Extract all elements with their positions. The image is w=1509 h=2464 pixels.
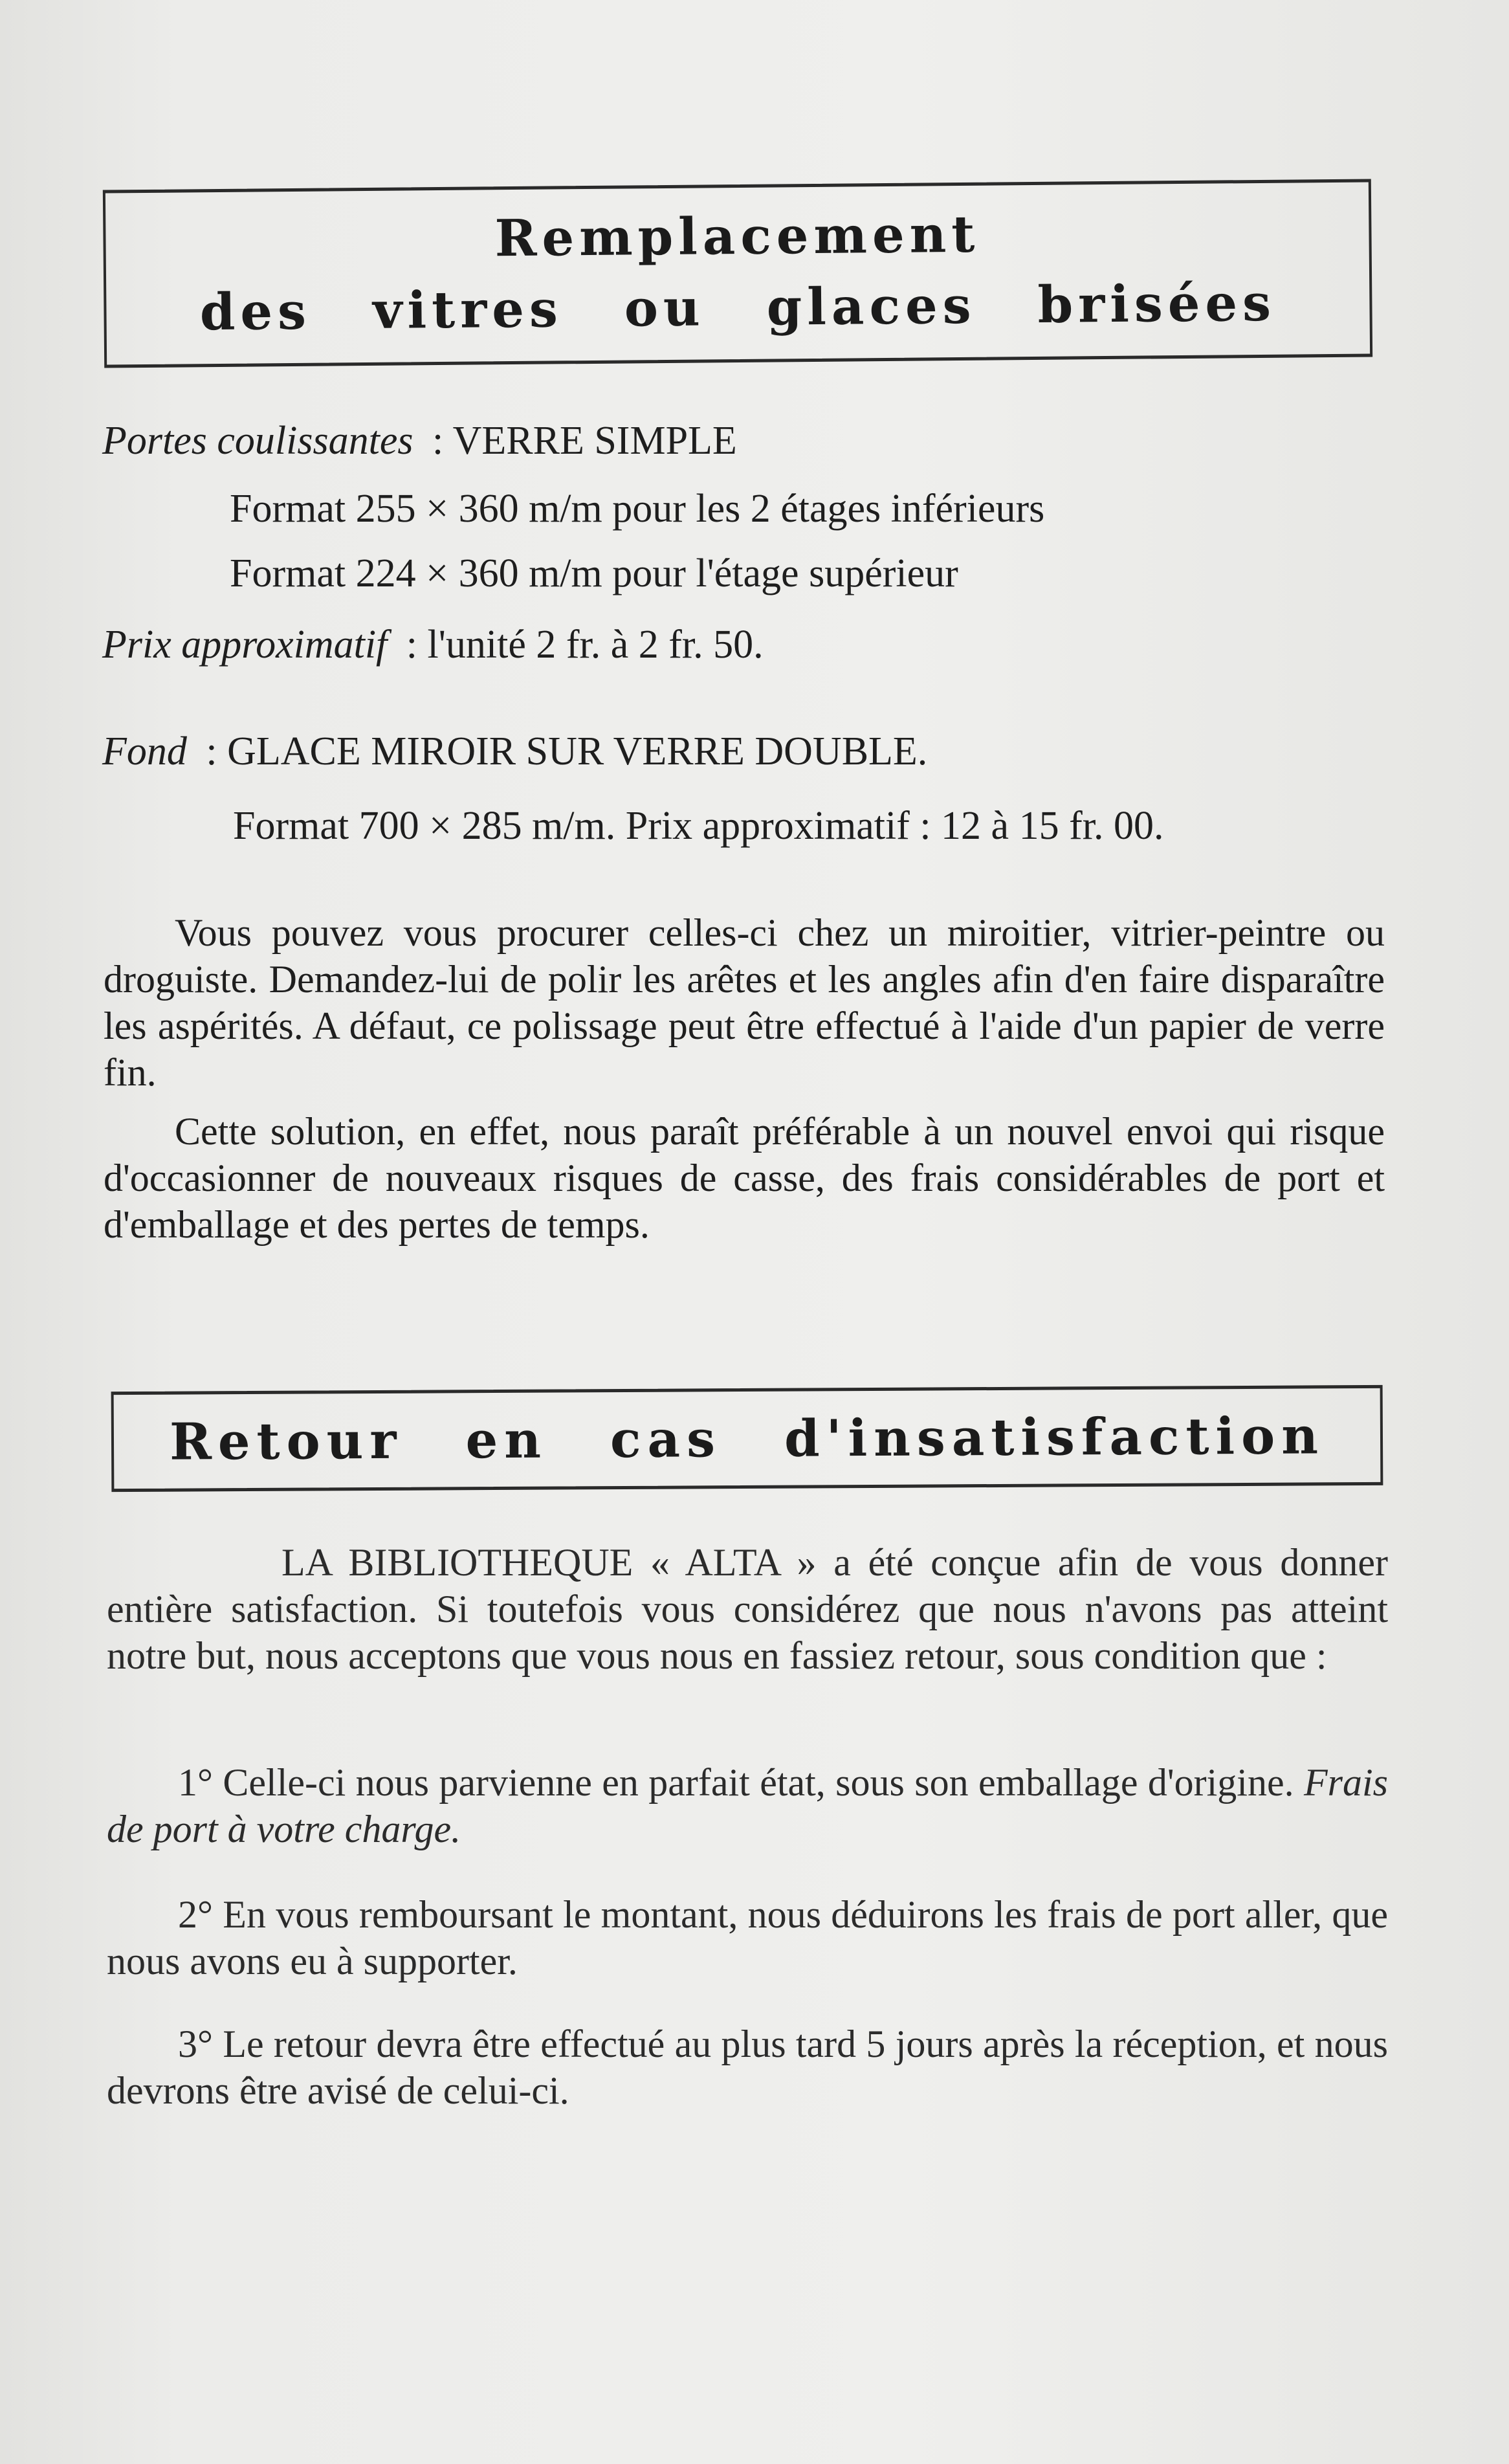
section-title-line1: Remplacement xyxy=(494,205,980,269)
condition-text-3: Le retour devra être effectué au plus tard 5 jours après la réception, et nous devrons être avisé de celui-ci. xyxy=(107,2023,1388,2112)
condition-number-1: 1° xyxy=(178,1761,213,1804)
paragraph-solution xyxy=(104,1108,1385,1248)
paragraph-vitrier xyxy=(104,909,1385,1096)
fond-value: : GLACE MIROIR SUR VERRE DOUBLE. xyxy=(206,729,928,773)
condition-item-2 xyxy=(107,1891,1388,1984)
section-title-return: Retour en cas d'insatisfaction xyxy=(169,1406,1325,1472)
paragraph-intro xyxy=(107,1539,1388,1679)
portes-value: : VERRE SIMPLE xyxy=(432,419,737,463)
prix-line xyxy=(102,625,764,665)
format-line-2: Format 224 × 360 m/m pour l'étage supérieur xyxy=(230,551,958,595)
condition-text-2: En vous remboursant le montant, nous déduirons les frais de port aller, que nous avons eu à supporter. xyxy=(107,1893,1389,1982)
condition-number-3: 3° xyxy=(178,2023,213,2065)
portes-label: Portes coulissantes xyxy=(102,419,413,463)
condition-item-1 xyxy=(107,1759,1388,1852)
paragraph-vitrier-text: Vous pouvez vous procurer celles-ci chez un miroitier, vitrier-peintre ou droguiste. Demandez-lui de polir les arêtes et les angles afin d'en faire disparaître les aspérités. A défaut, ce polissage peut être effectué à l'aide d'un papier de verre fin. xyxy=(104,911,1385,1094)
condition-italic-1: Frais de port à votre charge. xyxy=(107,1761,1389,1850)
condition-item-3 xyxy=(107,2021,1388,2114)
format-line-3: Format 700 × 285 m/m. Prix approximatif : 12 à 15 fr. 00. xyxy=(233,804,1164,848)
fond-line xyxy=(102,731,927,771)
condition-number-2: 2° xyxy=(178,1893,213,1936)
prix-value: : l'unité 2 fr. à 2 fr. 50. xyxy=(406,623,764,667)
paragraph-solution-text: Cette solution, en effet, nous paraît préférable à un nouvel envoi qui risque d'occasionner de nouveaux risques de casse, des frais considérables de port et d'emballage et des pertes de temps. xyxy=(104,1110,1385,1246)
section-title-box-return xyxy=(111,1385,1383,1492)
fond-label: Fond xyxy=(102,729,187,773)
condition-text-1: Celle-ci nous parvienne en parfait état, sous son emballage d'origine. xyxy=(223,1761,1294,1804)
prix-label: Prix approximatif xyxy=(102,623,388,667)
section-title-box-replacement xyxy=(103,179,1372,368)
section-title-line2: des vitres ou glaces brisées xyxy=(199,273,1277,342)
paragraph-intro-text: LA BIBLIOTHEQUE « ALTA » a été conçue afin de vous donner entière satisfaction. Si toutefois vous considérez que nous n'avons pas atteint notre but, nous acceptons que vous nous en fassiez retour, sous condition que : xyxy=(107,1541,1388,1677)
format-line-1: Format 255 × 360 m/m pour les 2 étages inférieurs xyxy=(230,487,1045,531)
portes-line xyxy=(102,421,737,461)
